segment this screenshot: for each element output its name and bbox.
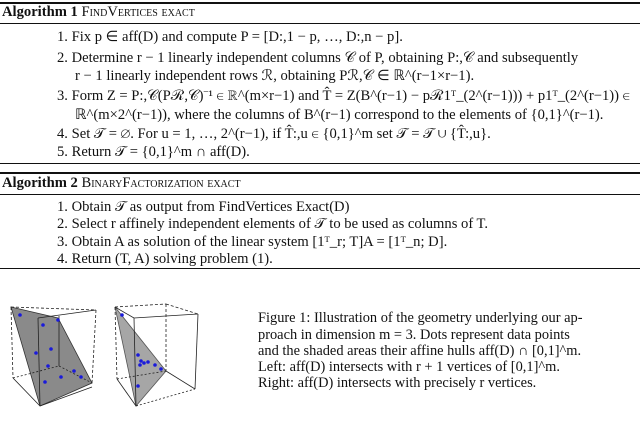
data-point: [159, 367, 163, 371]
algorithm2-step: 3. Obtain A as solution of the linear system [1ᵀ_r; T]A = [1ᵀ_n; D].: [57, 234, 448, 250]
data-point: [136, 353, 140, 357]
algorithm2-header: [2, 175, 241, 191]
figure-caption-line: proach in dimension m = 3. Dots represent data points: [258, 327, 570, 343]
data-point: [79, 375, 83, 379]
algorithm1-step: 1. Fix p ∈ aff(D) and compute P = [D:,1 − p, …, D:,n − p].: [57, 29, 403, 45]
data-point: [146, 360, 150, 364]
data-point: [120, 313, 124, 317]
data-point: [41, 323, 45, 327]
data-point: [49, 347, 53, 351]
figure-caption-line: Left: aff(D) intersects with r + 1 vertices of [0,1]^m.: [258, 359, 560, 375]
data-point: [46, 364, 50, 368]
data-point: [59, 375, 63, 379]
data-point: [136, 384, 140, 388]
algorithm2-label: Algorithm 2: [2, 175, 78, 191]
algorithm1-bottom-rule: [0, 163, 640, 164]
data-point: [139, 359, 143, 363]
algorithm1-step: 4. Set 𝒯 = ∅. For u = 1, …, 2^(r−1), if T̂:,u ∈ {0,1}^m set 𝒯 = 𝒯 ∪ {T̂:,u}.: [57, 126, 491, 142]
algorithm1-step-cont: ℝ^(m×2^(r−1)), where the columns of B^(r−1) correspond to the elements of {0,1}^(r−1).: [75, 107, 604, 123]
algorithm2-bottom-rule: [0, 268, 640, 269]
right-cube: [115, 304, 198, 406]
figure-caption-line: and the shaded areas their affine hulls aff(D) ∩ [0,1]^m.: [258, 343, 582, 359]
data-point: [34, 351, 38, 355]
algorithm1-header: [2, 4, 195, 20]
algorithm1-header-rule: [0, 23, 640, 24]
data-point: [43, 380, 47, 384]
algorithm1-step-cont: r − 1 linearly independent rows ℛ, obtaining Pℛ,𝒞 ∈ ℝ^(r−1×r−1).: [75, 68, 475, 84]
algorithm2-header-rule: [0, 194, 640, 195]
algorithm1-label: Algorithm 1: [2, 4, 78, 20]
algorithm2-step: 1. Obtain 𝒯 as output from FindVertices Exact(D): [57, 199, 350, 215]
algorithm1-step: 5. Return 𝒯 = {0,1}^m ∩ aff(D).: [57, 144, 250, 160]
figure-caption-line: Right: aff(D) intersects with precisely r vertices.: [258, 375, 537, 391]
algorithm2-step: 2. Select r affinely independent elements of 𝒯 to be used as columns of T.: [57, 216, 489, 232]
data-point: [153, 363, 157, 367]
algorithm1-step: 2. Determine r − 1 linearly independent columns 𝒞 of P, obtaining P:,𝒞 and subsequently: [57, 50, 579, 66]
algorithm2-name: BinaryFactorization exact: [81, 175, 241, 191]
right-affine-hull: [115, 307, 166, 406]
data-point: [56, 318, 60, 322]
algorithm1-name: FindVertices exact: [81, 4, 195, 20]
data-point: [138, 363, 142, 367]
figure-caption-line: Figure 1: Illustration of the geometry underlying our ap-: [258, 310, 583, 326]
algorithm2-step: 4. Return (T, A) solving problem (1).: [57, 251, 273, 267]
figure1-illustration: [0, 285, 210, 415]
data-point: [72, 369, 76, 373]
left-cube: [11, 307, 96, 406]
data-point: [142, 361, 146, 365]
algorithm2-top-rule: [0, 172, 640, 174]
data-point: [18, 313, 22, 317]
algorithm1-step: 3. Form Z = P:,𝒞(Pℛ,𝒞)⁻¹ ∈ ℝ^(m×r−1) and T̂ = Z(B^(r−1) − pℛ1ᵀ_(2^(r−1))) + p1ᵀ_(2^(r−1)) ∈: [57, 88, 631, 104]
